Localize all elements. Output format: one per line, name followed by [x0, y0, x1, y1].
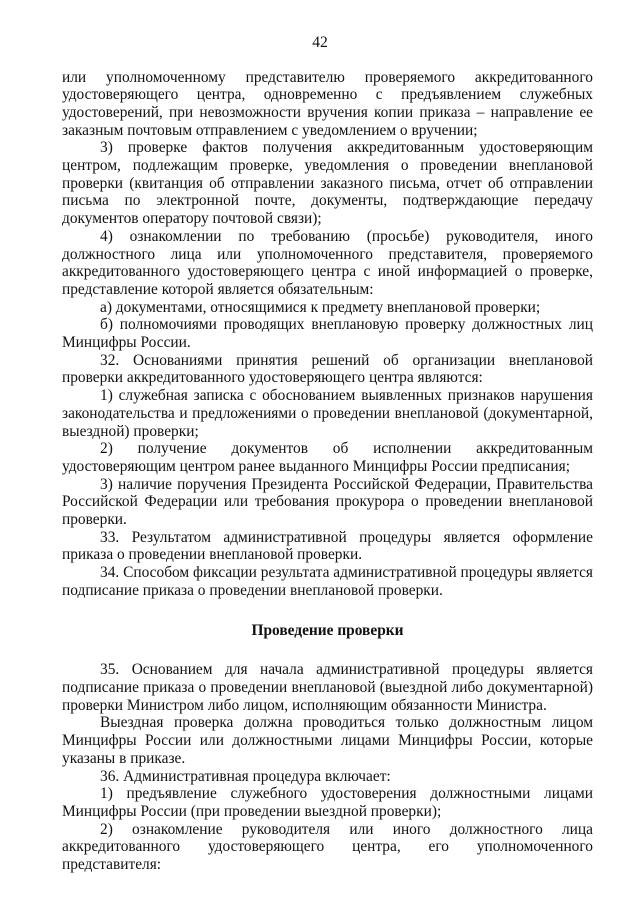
page-number: 42: [312, 34, 328, 51]
paragraph: 3) проверке фактов получения аккредитованным удостоверяющим центром, подлежащим проверке, уведомления о проведении внеплановой проверки (квитанция об отправлении заказного письма, отчет об отправлении письма по электронной почте, документы, подтверждающие передачу документов оператору почтовой связи);: [62, 139, 593, 228]
paragraph: 32. Основаниями принятия решений об организации внеплановой проверки аккредитованного удостоверяющего центра являются:: [62, 351, 593, 387]
document-body: [62, 69, 593, 874]
paragraph: 33. Результатом административной процедуры является оформление приказа о проведении внеплановой проверки.: [62, 528, 593, 564]
paragraph: или уполномоченному представителю проверяемого аккредитованного удостоверяющего центра, одновременно с предъявлением служебных удостоверений, при невозможности вручения копии приказа – направление ее заказным почтовым отправлением с уведомлением о вручении;: [62, 68, 593, 139]
paragraph: 35. Основанием для начала административной процедуры является подписание приказа о проведении внеплановой (выездной либо документарной) проверки Министром либо лицом, исполняющим обязанности Министра.: [62, 661, 593, 714]
paragraph: 4) ознакомлении по требованию (просьбе) руководителя, иного должностного лица или уполномоченного представителя, проверяемого аккредитованного удостоверяющего центра с иной информацией о проверке, представление которой является обязательным:: [62, 227, 593, 298]
paragraph: 34. Способом фиксации результата административной процедуры является подписание приказа о проведении внеплановой проверки.: [62, 564, 593, 599]
paragraph: 36. Административная процедура включает:: [100, 767, 391, 785]
paragraph: 2) получение документов об исполнении аккредитованным удостоверяющим центром ранее выданного Минцифры России предписания;: [62, 440, 593, 475]
paragraph: 1) служебная записка с обоснованием выявленных признаков нарушения законодательства и предложениями о проведении внеплановой (документарной, выездной) проверки;: [62, 387, 593, 440]
paragraph: 1) предъявление служебного удостоверения должностными лицами Минцифры России (при проведении выездной проверки);: [62, 785, 593, 820]
section-heading: Проведение проверки: [251, 621, 404, 639]
paragraph: 3) наличие поручения Президента Российской Федерации, Правительства Российской Федерации или требования прокурора о проведении внеплановой проверки.: [62, 475, 593, 529]
paragraph: 2) ознакомление руководителя или иного должностного лица аккредитованного удостоверяющего центра, его уполномоченного представителя:: [62, 820, 593, 874]
paragraph: Выездная проверка должна проводиться только должностным лицом Минцифры России или должностными лицами Минцифры России, которые указаны в приказе.: [62, 714, 593, 767]
paragraph: а) документами, относящимися к предмету внеплановой проверки;: [100, 298, 541, 316]
paragraph: б) полномочиями проводящих внеплановую проверку должностных лиц Минцифры России.: [62, 316, 593, 352]
